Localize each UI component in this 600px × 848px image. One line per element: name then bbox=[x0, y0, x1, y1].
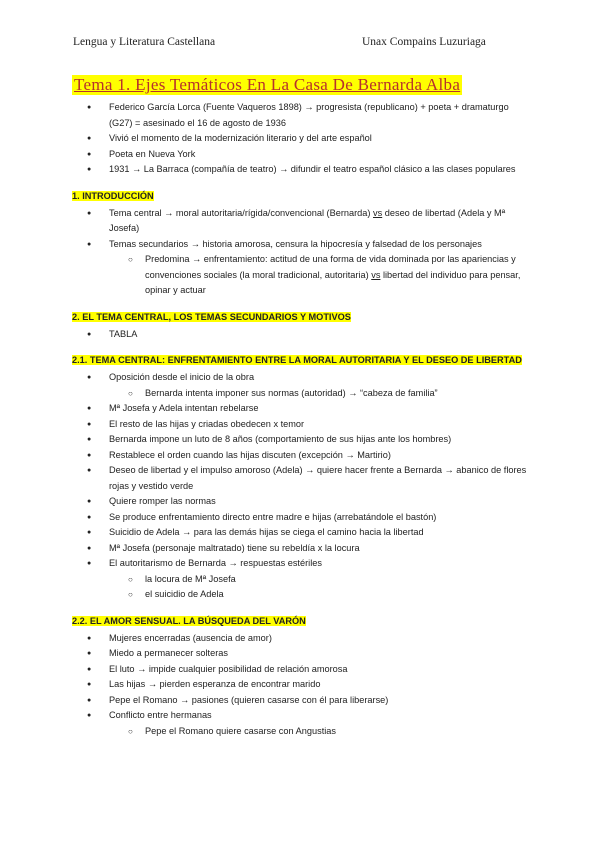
section-heading-2-2: 2.2. EL AMOR SENSUAL. LA BÚSQUEDA DEL VARÓN bbox=[72, 615, 306, 626]
list-item: ● Mª Josefa (personaje maltratado) tiene su rebeldía x la locura bbox=[72, 541, 532, 557]
list-item: ● TABLA bbox=[72, 327, 532, 343]
sub-list bbox=[109, 724, 532, 740]
list-item: ● Mª Josefa y Adela intentan rebelarse bbox=[72, 401, 532, 417]
list-item: ● Temas secundarios → historia amorosa, censura la hipocresía y falsedad de los personajes ○ Predomina → enfrentamiento: actitud de una forma de vida dominada por las apariencias y convenciones sociales (la moral tradicional, autoritaria) vs libertad del individuo para pensar, opinar y actuar bbox=[72, 237, 532, 299]
sub-list-item: ○ Pepe el Romano quiere casarse con Angustias bbox=[72, 724, 532, 740]
sub-list bbox=[109, 252, 532, 299]
section-2-list bbox=[72, 327, 532, 343]
section-2-1-list bbox=[72, 370, 532, 603]
list-item: ● Pepe el Romano → pasiones (quieren casarse con él para liberarse) bbox=[72, 693, 532, 709]
list-item: ● Oposición desde el inicio de la obra ○ Bernarda intenta imponer sus normas (autoridad) → “cabeza de familia” bbox=[72, 370, 532, 401]
sub-list bbox=[109, 386, 532, 402]
sub-list-item: ○ Bernarda intenta imponer sus normas (autoridad) → “cabeza de familia” bbox=[72, 386, 532, 402]
header-subject: Lengua y Literatura Castellana bbox=[73, 36, 216, 48]
list-item: ● Tema central → moral autoritaria/rígida/convencional (Bernarda) vs deseo de libertad (Adela y Mª Josefa) bbox=[72, 206, 532, 237]
list-item: ● El autoritarismo de Bernarda → respuestas estériles ○ la locura de Mª Josefa ○ el suicidio de Adela bbox=[72, 556, 532, 603]
list-item: ● El luto → impide cualquier posibilidad de relación amorosa bbox=[72, 662, 532, 678]
section-1-list bbox=[72, 206, 532, 299]
section-2-2-list bbox=[72, 631, 532, 740]
list-item: ● Se produce enfrentamiento directo entre madre e hijas (arrebatándole el bastón) bbox=[72, 510, 532, 526]
list-item: ● Poeta en Nueva York bbox=[72, 147, 532, 163]
list-item: ● Restablece el orden cuando las hijas discuten (excepción → Martirio) bbox=[72, 448, 532, 464]
section-heading-2-1: 2.1. TEMA CENTRAL: ENFRENTAMIENTO ENTRE LA MORAL AUTORITARIA Y EL DESEO DE LIBERTAD bbox=[72, 355, 522, 365]
section-heading-introduccion: 1. INTRODUCCIÓN bbox=[72, 190, 154, 201]
list-item: ● Las hijas → pierden esperanza de encontrar marido bbox=[72, 677, 532, 693]
list-item: ● Miedo a permanecer solteras bbox=[72, 646, 532, 662]
list-item: ● 1931 → La Barraca (compañía de teatro) → difundir el teatro español clásico a las clases populares bbox=[72, 162, 532, 178]
list-item: ● Deseo de libertad y el impulso amoroso (Adela) → quiere hacer frente a Bernarda → abanico de flores rojas y vestido verde bbox=[72, 463, 532, 494]
list-item: ● Quiere romper las normas bbox=[72, 494, 532, 510]
sub-list-item: ○ la locura de Mª Josefa bbox=[72, 572, 532, 588]
section-heading-tema-central: 2. EL TEMA CENTRAL, LOS TEMAS SECUNDARIOS Y MOTIVOS bbox=[72, 311, 351, 322]
document-body bbox=[72, 100, 532, 739]
list-item: ● El resto de las hijas y criadas obedecen x temor bbox=[72, 417, 532, 433]
list-item: ● Mujeres encerradas (ausencia de amor) bbox=[72, 631, 532, 647]
sub-list bbox=[109, 572, 532, 603]
list-item: ● Suicidio de Adela → para las demás hijas se ciega el camino hacia la libertad bbox=[72, 525, 532, 541]
sub-list-item: ○ Predomina → enfrentamiento: actitud de una forma de vida dominada por las apariencias y convenciones sociales (la moral tradicional, autoritaria) vs libertad del individuo para pensar, opinar y actuar bbox=[72, 252, 532, 299]
intro-list bbox=[72, 100, 532, 178]
page-title: Tema 1. Ejes Temáticos En La Casa De Bernarda Alba bbox=[74, 75, 461, 94]
sub-list-item: ○ el suicidio de Adela bbox=[72, 587, 532, 603]
list-item: ● Federico García Lorca (Fuente Vaqueros 1898) → progresista (republicano) + poeta + dramaturgo (G27) = asesinado el 16 de agosto de 1936 bbox=[72, 100, 532, 131]
list-item: ● Bernarda impone un luto de 8 años (comportamiento de sus hijas ante los hombres) bbox=[72, 432, 532, 448]
list-item: ● Vivió el momento de la modernización literario y del arte español bbox=[72, 131, 532, 147]
header-author: Unax Compains Luzuriaga bbox=[362, 36, 486, 48]
list-item: ● Conflicto entre hermanas ○ Pepe el Romano quiere casarse con Angustias bbox=[72, 708, 532, 739]
